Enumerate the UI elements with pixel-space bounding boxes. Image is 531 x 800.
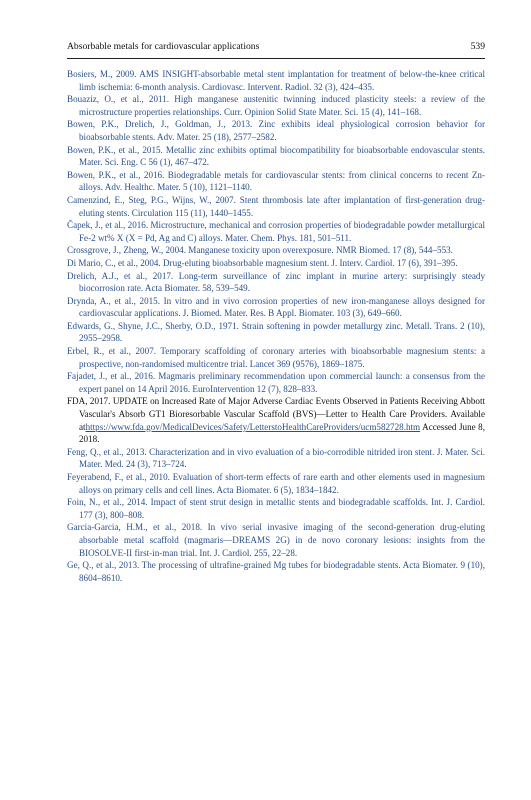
reference-item[interactable]: Fajadet, J., et al., 2016. Magmaris preliminary recommendation upon commercial launch: a consensus from the expert panel on 14 April 2016. EuroIntervention 12 (7), 828–833. [67,371,485,394]
reference-item[interactable]: Bowen, P.K., et al., 2015. Metallic zinc exhibits optimal biocompatibility for bioabsorbable endovascular stents. Mater. Sci. Eng. C 56 (1), 467–472. [67,144,485,168]
reference-item[interactable]: Čapek, J., et al., 2016. Microstructure, mechanical and corrosion properties of biodegradable powder metallurgical Fe-2 wt% X (X = Pd, Ag and C) alloys. Mater. Chem. Phys. 181, 501–511. [67,220,485,243]
reference-item[interactable]: Di Mario, C., et al., 2004. Drug-eluting bioabsorbable magnesium stent. J. Interv. Cardiol. 17 (6), 391–395. [67,257,458,268]
reference-item[interactable]: Bouaziz, O., et al., 2011. High manganese austenitic twinning induced plasticity steels: a review of the microstructure properties relationships. Curr. Opinion Solid State Mater. Sci. 15 (4), 141–168. [67,94,485,117]
page-number: 539 [470,41,485,52]
reference-item[interactable]: Camenzind, E., Steg, P.G., Wijns, W., 2007. Stent thrombosis late after implantation of first-generation drug-eluting stents. Circulation 115 (11), 1440–1455. [67,194,485,218]
reference-item[interactable]: Bosiers, M., 2009. AMS INSIGHT-absorbable metal stent implantation for treatment of below-the-knee critical limb ischemia: 6-month analysis. Cardiovasc. Intervent. Radiol. 32 (3), 424–435. [67,69,485,92]
reference-list [67,68,485,584]
reference-item[interactable]: Erbel, R., et al., 2007. Temporary scaffolding of coronary arteries with bioabsorbable magnesium stents: a prospective, non-randomised multicentre trial. Lancet 369 (9576), 1869–1875. [67,346,485,369]
running-title: Absorbable metals for cardiovascular applications [67,41,260,52]
reference-item[interactable]: Drynda, A., et al., 2015. In vitro and in vivo corrosion properties of new iron-manganese alloys designed for cardiovascular applications. J. Biomed. Mater. Res. B Appl. Biomater. 103 (3), 649–660. [67,295,485,319]
reference-item[interactable]: Ge, Q., et al., 2013. The processing of ultrafine-grained Mg tubes for biodegradable stents. Acta Biomater. 9 (10), 8604–8610. [67,560,485,583]
reference-item[interactable]: Drelich, A.J., et al., 2017. Long-term surveillance of zinc implant in murine artery: surprisingly steady biocorrosion rate. Acta Biomater. 58, 539–549. [67,270,485,294]
reference-item[interactable]: Foin, N., et al., 2014. Impact of stent strut design in metallic stents and biodegradable scaffolds. Int. J. Cardiol. 177 (3), 800–808. [67,497,485,520]
reference-item[interactable]: Edwards, G., Shyne, J.C., Sherby, O.D., 1971. Strain softening in powder metallurgy zinc. Metall. Trans. 2 (10), 2955–2958. [67,320,485,344]
running-header [67,41,485,55]
reference-item[interactable]: Feng, Q., et al., 2013. Characterization and in vivo evaluation of a bio-corrodible nitrided iron stent. J. Mater. Sci. Mater. Med. 24 (3), 713–724. [67,446,485,470]
header-rule [67,58,485,59]
reference-item[interactable]: Feyerabend, F., et al., 2010. Evaluation of short-term effects of rare earth and other elements used in magnesium alloys on primary cells and cell lines. Acta Biomater. 6 (5), 1834–1842. [67,472,485,495]
reference-item[interactable]: Bowen, P.K., Drelich, J., Goldman, J., 2013. Zinc exhibits ideal physiological corrosion behavior for bioabsorbable stents. Adv. Mater. 25 (18), 2577–2582. [67,119,485,142]
reference-item[interactable]: Crossgrove, J., Zheng, W., 2004. Manganese toxicity upon overexposure. NMR Biomed. 17 (8), 544–553. [67,245,453,256]
reference-item[interactable]: Bowen, P.K., et al., 2016. Biodegradable metals for cardiovascular stents: from clinical concerns to recent Zn-alloys. Adv. Healthc. Mater. 5 (10), 1121–1140. [67,169,485,193]
reference-item-fda[interactable]: FDA, 2017. UPDATE on Increased Rate of Major Adverse Cardiac Events Observed in Patients Receiving Abbott Vascular's Absorb GT1 Bioresorbable Vascular Scaffold (BVS)—Letter to Health Care Providers. Available athttps://www.fda.gov/MedicalDevices/Safety/LetterstoHealthCareProviders/ucm582728.htm Accessed June 8, 2018. [67,396,485,445]
reference-item[interactable]: Garcia-Garcia, H.M., et al., 2018. In vivo serial invasive imaging of the second-generation drug-eluting absorbable metal scaffold (magmaris—DREAMS 2G) in de novo coronary lesions: insights from the BIOSOLVE-II first-in-man trial. Int. J. Cardiol. 255, 22–28. [67,522,485,558]
fda-link[interactable]: https://www.fda.gov/MedicalDevices/Safety/LetterstoHealthCareProviders/ucm582728.htm [85,421,421,432]
